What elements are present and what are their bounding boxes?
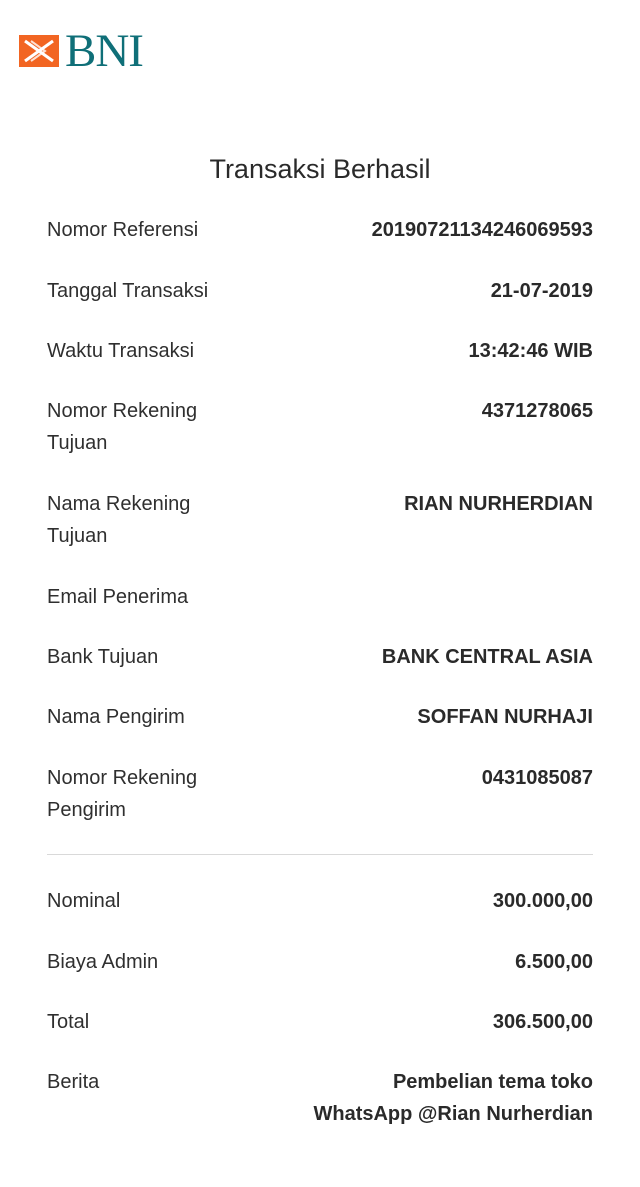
total-label: Total — [47, 1011, 90, 1033]
transaction-time-value: 13:42:46 WIB — [468, 340, 593, 362]
transaction-date-value: 21-07-2019 — [490, 280, 593, 302]
destination-account-label-line-2: Tujuan — [47, 432, 108, 454]
row-reference-number — [47, 214, 593, 246]
reference-number-value: 20190721134246069593 — [371, 219, 593, 241]
transaction-time-label: Waktu Transaksi — [47, 340, 195, 362]
section-divider — [47, 854, 593, 855]
bni-logo-text: BNI — [65, 25, 143, 77]
destination-name-value: RIAN NURHERDIAN — [404, 493, 593, 515]
destination-name-label — [47, 488, 247, 552]
admin-fee-label: Biaya Admin — [47, 951, 159, 973]
message-value — [313, 1066, 593, 1130]
transaction-date-label: Tanggal Transaksi — [47, 280, 209, 302]
recipient-email-label: Email Penerima — [47, 586, 189, 608]
destination-name-label-line-1: Nama Rekening — [47, 493, 191, 515]
row-message — [47, 1066, 593, 1130]
row-sender-name — [47, 701, 593, 733]
destination-bank-value: BANK CENTRAL ASIA — [381, 646, 593, 668]
destination-account-label-line-1: Nomor Rekening — [47, 400, 198, 422]
message-line-1: Pembelian tema toko — [392, 1071, 593, 1093]
sender-name-label: Nama Pengirim — [47, 706, 185, 728]
row-transaction-date — [47, 275, 593, 307]
sender-account-label-line-1: Nomor Rekening — [47, 767, 198, 789]
row-destination-bank — [47, 641, 593, 673]
bni-logo-icon — [19, 31, 59, 71]
message-label: Berita — [47, 1071, 100, 1093]
destination-name-label-line-2: Tujuan — [47, 525, 108, 547]
reference-number-label: Nomor Referensi — [47, 219, 199, 241]
row-nominal — [47, 885, 593, 917]
sender-account-label-line-2: Pengirim — [47, 799, 126, 821]
nominal-label: Nominal — [47, 890, 121, 912]
row-sender-account — [47, 762, 593, 826]
admin-fee-value: 6.500,00 — [515, 951, 593, 973]
destination-bank-label: Bank Tujuan — [47, 646, 159, 668]
row-destination-name — [47, 488, 593, 552]
total-value: 306.500,00 — [492, 1011, 593, 1033]
message-line-2: WhatsApp @Rian Nurherdian — [313, 1103, 593, 1125]
row-transaction-time — [47, 335, 593, 367]
nominal-value: 300.000,00 — [492, 890, 593, 912]
page-title: Transaksi Berhasil — [209, 154, 431, 184]
row-recipient-email — [47, 581, 593, 613]
row-admin-fee — [47, 946, 593, 978]
destination-account-label — [47, 395, 247, 459]
row-total — [47, 1006, 593, 1038]
destination-account-value: 4371278065 — [481, 400, 593, 422]
sender-account-value: 0431085087 — [481, 767, 593, 789]
bni-logo — [19, 25, 143, 77]
sender-account-label — [47, 762, 247, 826]
row-destination-account — [47, 395, 593, 459]
sender-name-value: SOFFAN NURHAJI — [417, 706, 593, 728]
